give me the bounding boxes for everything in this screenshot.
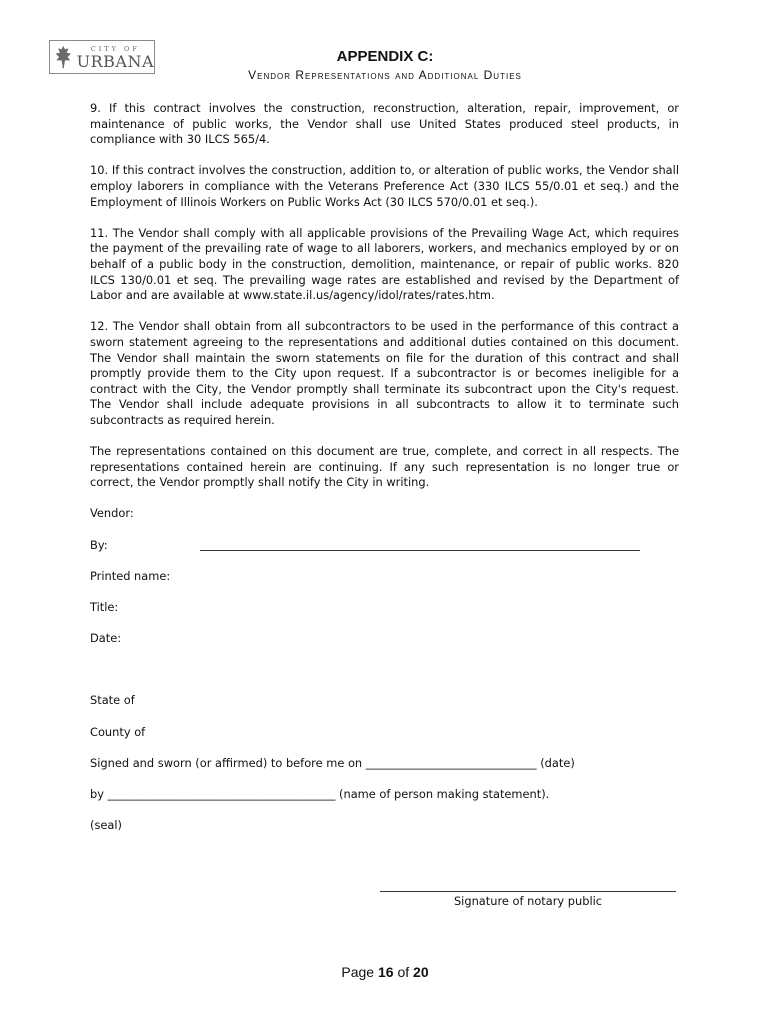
title-label: Title:	[90, 600, 119, 614]
document-body	[90, 101, 679, 849]
state-label: State of	[90, 693, 135, 708]
page-footer	[0, 964, 770, 980]
notary-signature-label: Signature of notary public	[453, 894, 603, 908]
page-subtitle: Vendor Representations and Additional Duties	[248, 68, 522, 82]
paragraph-10: 10. If this contract involves the construction, addition to, or alteration of public works, the Vendor shall employ laborers in compliance with the Veterans Preference Act (330 ILCS 55/0.01 et seq.) and the Employment of Illinois Workers on Public Works Act (30 ILCS 570/0.01 et seq.).	[90, 163, 679, 209]
page-title: APPENDIX C:	[336, 48, 434, 65]
logo-name-text: URBANA	[76, 51, 154, 71]
signed-sworn-line: Signed and sworn (or affirmed) to before me on ______________________________ (date)	[90, 755, 575, 770]
paragraph-9: 9. If this contract involves the construction, reconstruction, alteration, repair, improvement, or maintenance of public works, the Vendor shall use United States produced steel products, in compliance with 30 ILCS 565/4.	[90, 101, 679, 147]
by-label: By:	[90, 537, 108, 552]
vendor-label: Vendor:	[90, 506, 134, 521]
representations-paragraph: The representations contained on this document are true, complete, and correct in all respects. The representations contained herein are continuing. If any such representation is no longer true or correct, the Vendor promptly shall notify the City in writing.	[90, 444, 679, 490]
paragraph-12: 12. The Vendor shall obtain from all subcontractors to be used in the performance of this contract a sworn statement agreeing to the representations and additional duties contained on this document. The Vendor shall maintain the sworn statements on file for the duration of this contract and shall promptly provide them to the City upon request. If a subcontractor is or becomes ineligible for a contract with the City, the Vendor promptly shall terminate its subcontract upon the City's request. The Vendor shall include adequate provisions in all subcontracts to allow it to terminate such subcontracts as required herein.	[90, 319, 679, 427]
county-label: County of	[90, 724, 146, 739]
notary-signature-block	[380, 891, 676, 908]
seal-label: (seal)	[90, 818, 122, 833]
printed-name-label: Printed name:	[90, 568, 171, 583]
footer-middle: of	[393, 964, 414, 980]
date-label: Date:	[90, 631, 122, 646]
paragraph-11: 11. The Vendor shall comply with all applicable provisions of the Prevailing Wage Act, which requires the payment of the prevailing rate of wage to all laborers, workers, and mechanics employed by or on behalf of a public body in the construction, demolition, maintenance, or repair of public works. 820 ILCS 130/0.01 et seq. The prevailing wage rates are established and revised by the Department of Labor and are available at www.state.il.us/agency/idol/rates/rates.htm.	[90, 225, 679, 303]
logo-city-text: CITY OF	[90, 44, 140, 53]
total-page-number: 20	[413, 964, 429, 980]
by-person-line: by ________________________________________ (name of person making statement).	[90, 786, 550, 801]
by-field	[90, 538, 679, 569]
notary-signature-line[interactable]	[380, 891, 676, 892]
footer-prefix: Page	[341, 964, 378, 980]
by-signature-line[interactable]	[200, 550, 640, 551]
current-page-number: 16	[377, 964, 394, 980]
